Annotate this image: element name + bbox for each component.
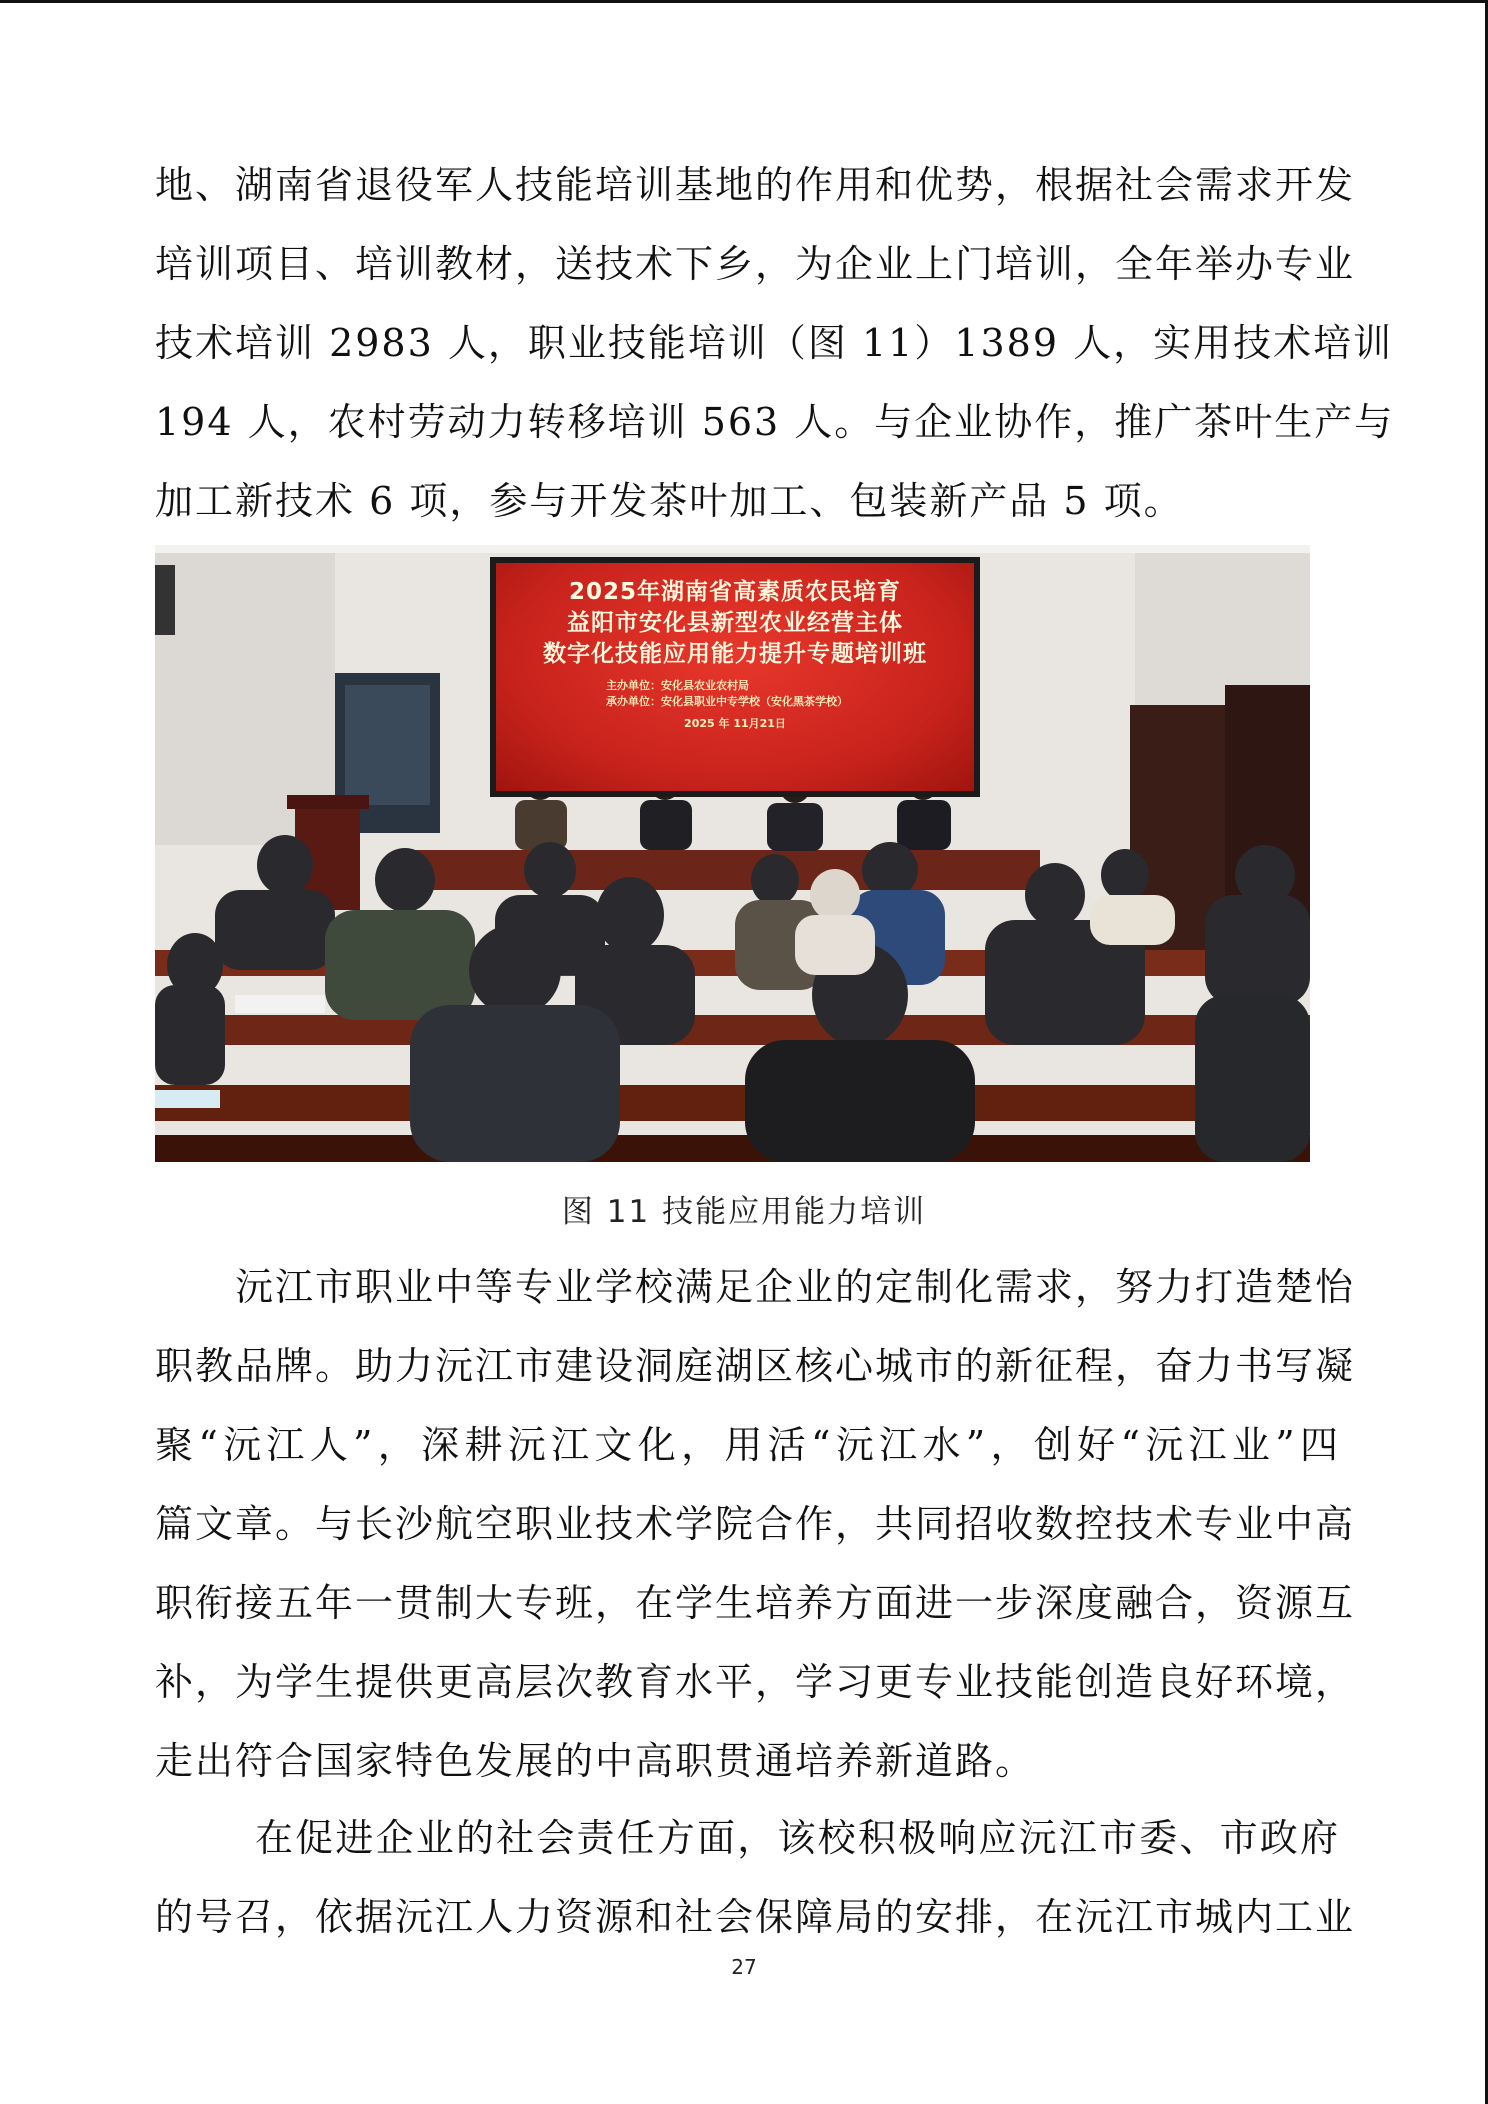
text-line: 篇文章。与长沙航空职业技术学院合作，共同招收数控技术专业中高 (155, 1502, 1356, 1546)
paragraph-yuanjiang-school (155, 1248, 1356, 1801)
text-line: 地、湖南省退役军人技能培训基地的作用和优势，根据社会需求开发 (155, 163, 1356, 207)
text-line: 培训项目、培训教材，送技术下乡，为企业上门培训，全年举办专业 (155, 242, 1356, 286)
text-line: 技术培训 2983 人，职业技能培训（图 11）1389 人，实用技术培训 (155, 321, 1394, 365)
figure-caption: 图 11 技能应用能力培训 (561, 1194, 927, 1230)
text-line: 补，为学生提供更高层次教育水平，学习更专业技能创造良好环境， (155, 1660, 1356, 1704)
text-line: 在促进企业的社会责任方面，该校积极响应沅江市委、市政府 (255, 1816, 1340, 1860)
banner-organizer: 承办单位：安化县职业中专学校（安化黑茶学校） (606, 695, 848, 708)
banner-title-line: 2025年湖南省高素质农民培育 (568, 579, 901, 605)
paragraph-social-responsibility (155, 1799, 1356, 1957)
banner-host: 主办单位：安化县农业农村局 (606, 679, 749, 692)
text-line: 职教品牌。助力沅江市建设洞庭湖区核心城市的新征程，奋力书写凝 (155, 1344, 1356, 1388)
text-line: 职衔接五年一贯制大专班，在学生培养方面进一步深度融合，资源互 (155, 1581, 1356, 1625)
banner-screen (490, 557, 980, 797)
text-line: 加工新技术 6 项，参与开发茶叶加工、包装新产品 5 项。 (155, 479, 1184, 523)
text-line: 沅江市职业中等专业学校满足企业的定制化需求，努力打造楚怡 (235, 1265, 1356, 1309)
banner-date: 2025 年 11月21日 (684, 717, 786, 730)
text-line: 194 人，农村劳动力转移培训 563 人。与企业协作，推广茶叶生产与 (155, 400, 1395, 444)
paragraph-training-stats (155, 146, 1395, 541)
text-line: 聚“沅江人”，深耕沅江文化，用活“沅江水”，创好“沅江业”四 (155, 1423, 1340, 1467)
text-line: 走出符合国家特色发展的中高职贯通培养新道路。 (155, 1739, 1036, 1783)
banner-title-line: 数字化技能应用能力提升专题培训班 (543, 641, 927, 667)
top-border (0, 0, 1488, 3)
text-line: 的号召，依据沅江人力资源和社会保障局的安排，在沅江市城内工业 (155, 1895, 1356, 1939)
page-number: 27 (731, 1955, 757, 1979)
training-photo (155, 545, 1310, 1162)
banner-title-line: 益阳市安化县新型农业经营主体 (567, 610, 903, 636)
